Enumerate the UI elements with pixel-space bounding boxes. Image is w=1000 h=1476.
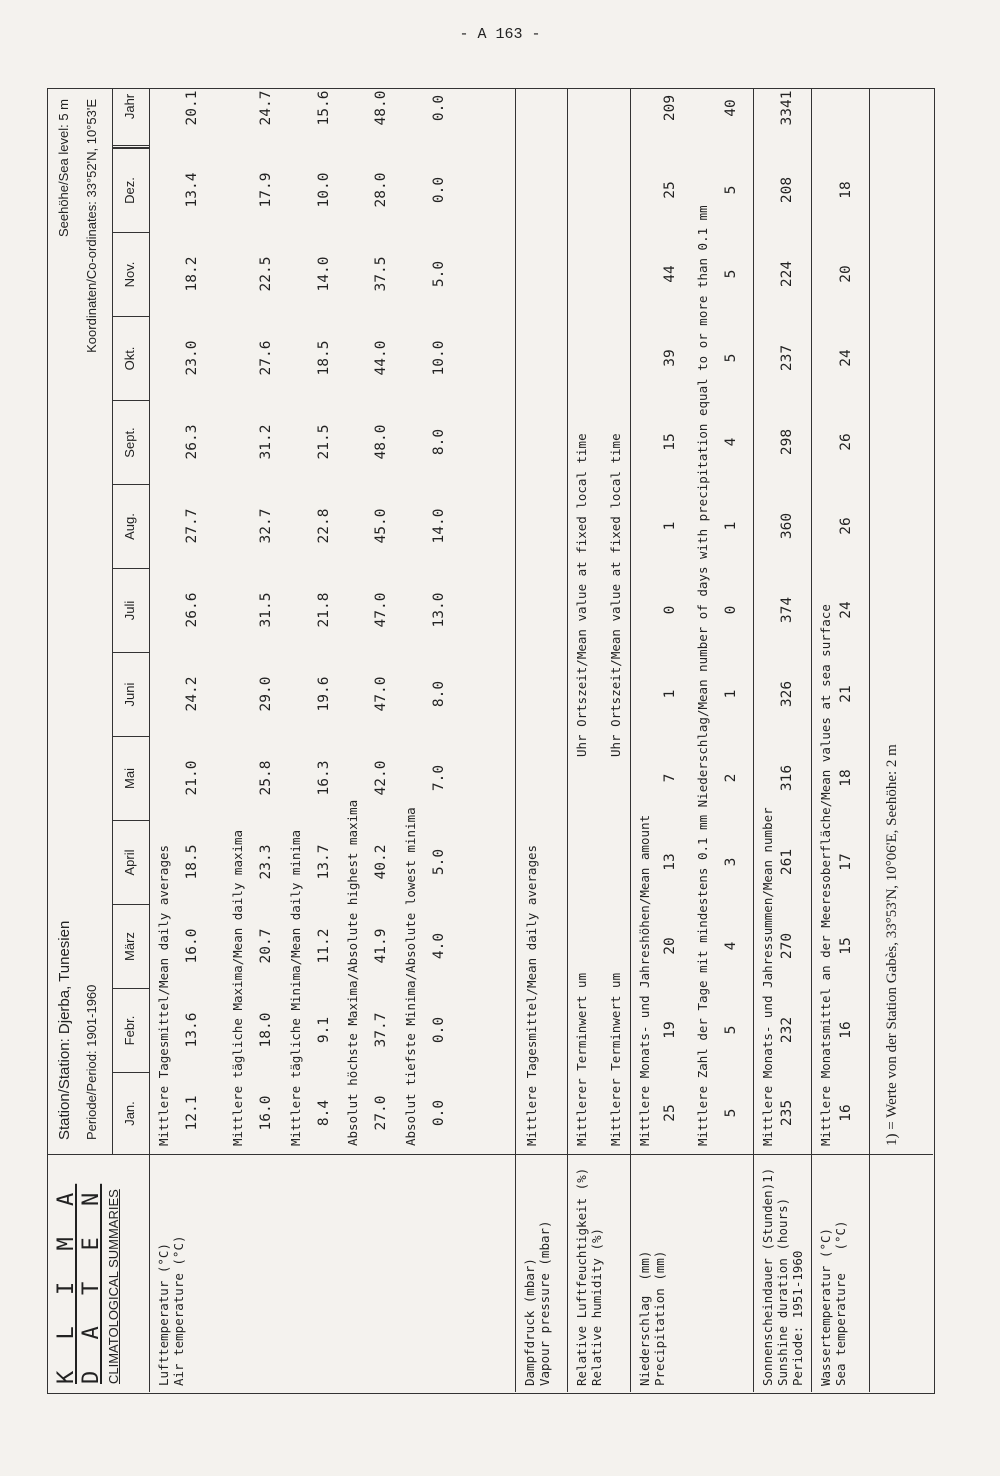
value-cell: 261 xyxy=(779,848,795,876)
value-cell: 31.2 xyxy=(258,424,274,460)
row-title: Uhr Ortszeit/Mean value at fixed local time xyxy=(574,433,589,757)
value-cell: 23.0 xyxy=(184,340,200,376)
value-cell: 5.0 xyxy=(431,848,447,876)
value-cell: 316 xyxy=(779,764,795,792)
value-cell: 31.5 xyxy=(258,592,274,628)
value-cell: 42.0 xyxy=(373,760,389,796)
value-cell: 24.7 xyxy=(258,90,274,126)
month-header: Sept. xyxy=(113,400,149,484)
precipitation-days-row xyxy=(723,89,739,1154)
value-cell: 32.7 xyxy=(258,508,274,544)
section-humidity xyxy=(568,89,631,1392)
value-cell: 4 xyxy=(723,437,739,447)
value-cell: 21.0 xyxy=(184,760,200,796)
month-header: Aug. xyxy=(113,484,149,568)
value-cell: 270 xyxy=(779,932,795,960)
row-title: Uhr Ortszeit/Mean value at fixed local time xyxy=(608,433,623,757)
section-label: Wassertemperatur (°C) Sea temperature (°C) xyxy=(818,1220,848,1386)
air-temp-row xyxy=(258,89,274,1154)
period-label: Periode/Period: 1901-1960 xyxy=(84,984,99,1140)
value-cell: 18.0 xyxy=(258,1012,274,1048)
value-cell: 20 xyxy=(662,937,678,955)
value-cell: 44 xyxy=(662,265,678,283)
value-cell: 0.0 xyxy=(431,1016,447,1044)
value-cell: 0.0 xyxy=(431,94,447,122)
value-cell: 1 xyxy=(662,689,678,699)
row-title: Mittlerer Terminwert um xyxy=(608,972,623,1146)
value-cell: 224 xyxy=(779,260,795,288)
coordinates-label: Koordinaten/Co-ordinates: 33°52'N, 10°53'E xyxy=(84,99,99,353)
value-cell: 13.0 xyxy=(431,592,447,628)
section-label: Relative Luftfeuchtigkeit (%) Relative humidity (%) xyxy=(574,1167,604,1386)
value-cell: 16 xyxy=(838,1021,854,1039)
value-cell: 13.4 xyxy=(184,172,200,208)
month-header: Jan. xyxy=(113,1072,149,1154)
value-cell: 8.0 xyxy=(431,680,447,708)
value-cell: 19 xyxy=(662,1021,678,1039)
air-temp-row xyxy=(373,89,389,1154)
value-cell: 25 xyxy=(662,1104,678,1122)
value-cell: 5 xyxy=(723,185,739,195)
value-cell: 298 xyxy=(779,428,795,456)
row-title: Absolut höchste Maxima/Absolute highest maxima xyxy=(345,799,360,1146)
month-header: März xyxy=(113,904,149,988)
sunshine-row xyxy=(779,89,795,1154)
value-cell: 16.0 xyxy=(184,928,200,964)
air-temp-row xyxy=(316,89,332,1154)
value-cell: 8.0 xyxy=(431,428,447,456)
value-cell: 28.0 xyxy=(373,172,389,208)
value-cell: 14.0 xyxy=(316,256,332,292)
value-cell: 27.6 xyxy=(258,340,274,376)
value-cell: 18.5 xyxy=(184,844,200,880)
value-cell: 13 xyxy=(662,853,678,871)
value-cell: 48.0 xyxy=(373,90,389,126)
value-cell: 27.0 xyxy=(373,1095,389,1131)
row-title: Mittlerer Terminwert um xyxy=(574,972,589,1146)
value-cell: 10.0 xyxy=(316,172,332,208)
value-cell: 23.3 xyxy=(258,844,274,880)
footnote: 1) = Werte von der Station Gabès, 33°53'N, 10°06'E, Seehöhe: 2 m xyxy=(884,744,900,1146)
value-cell: 0.0 xyxy=(431,176,447,204)
value-cell: 13.6 xyxy=(184,1012,200,1048)
value-cell: 18.2 xyxy=(184,256,200,292)
value-cell: 1 xyxy=(662,521,678,531)
value-cell: 18 xyxy=(838,181,854,199)
value-cell: 12.1 xyxy=(184,1095,200,1131)
section-label: Dampfdruck (mbar) Vapour pressure (mbar) xyxy=(522,1220,552,1386)
value-cell: 19.6 xyxy=(316,676,332,712)
value-cell: 237 xyxy=(779,344,795,372)
value-cell: 17 xyxy=(838,853,854,871)
sea-level-label: Seehöhe/Sea level: 5 m xyxy=(56,99,71,238)
value-cell: 21 xyxy=(838,685,854,703)
value-cell: 14.0 xyxy=(431,508,447,544)
value-cell: 16.3 xyxy=(316,760,332,796)
row-title: Mittlere tägliche Minima/Mean daily minima xyxy=(288,829,303,1146)
value-cell: 4.0 xyxy=(431,932,447,960)
value-cell: 40 xyxy=(723,99,739,117)
value-cell: 4 xyxy=(723,941,739,951)
value-cell: 26.3 xyxy=(184,424,200,460)
value-cell: 40.2 xyxy=(373,844,389,880)
value-cell: 20.1 xyxy=(184,90,200,126)
precipitation-amount-row xyxy=(662,89,678,1154)
page-number: - A 163 - xyxy=(459,26,541,43)
value-cell: 27.7 xyxy=(184,508,200,544)
value-cell: 0.0 xyxy=(431,1099,447,1127)
value-cell: 10.0 xyxy=(431,340,447,376)
value-cell: 5.0 xyxy=(431,260,447,288)
value-cell: 22.5 xyxy=(258,256,274,292)
air-temp-row xyxy=(431,89,447,1154)
air-temp-row xyxy=(184,89,200,1154)
value-cell: 39 xyxy=(662,349,678,367)
value-cell: 16 xyxy=(838,1104,854,1122)
value-cell: 8.4 xyxy=(316,1099,332,1127)
sea-temp-row xyxy=(838,89,854,1154)
value-cell: 17.9 xyxy=(258,172,274,208)
row-title: Mittlere Monats- und Jahressummen/Mean number xyxy=(760,807,775,1146)
month-header: Febr. xyxy=(113,988,149,1072)
month-header: Juni xyxy=(113,652,149,736)
value-cell: 44.0 xyxy=(373,340,389,376)
value-cell: 7.0 xyxy=(431,764,447,792)
row-title: Mittlere Tagesmittel/Mean daily averages xyxy=(156,844,171,1146)
title: K L I M A D A T E N xyxy=(54,1183,104,1384)
row-title: Mittlere Zahl der Tage mit mindestens 0.1 mm Niederschlag/Mean number of days with precipitation equal to or more than 0.1 mm xyxy=(695,205,710,1146)
section-label: Lufttemperatur (°C) Air temperature (°C) xyxy=(156,1235,186,1386)
header xyxy=(48,89,150,1154)
value-cell: 20.7 xyxy=(258,928,274,964)
month-header: Jahr xyxy=(113,68,149,148)
value-cell: 3 xyxy=(723,857,739,867)
value-cell: 26 xyxy=(838,517,854,535)
value-cell: 0 xyxy=(723,605,739,615)
month-header: Okt. xyxy=(113,316,149,400)
value-cell: 13.7 xyxy=(316,844,332,880)
month-header: Mai xyxy=(113,736,149,820)
value-cell: 37.7 xyxy=(373,1012,389,1048)
value-cell: 15.6 xyxy=(316,90,332,126)
value-cell: 9.1 xyxy=(316,1016,332,1044)
value-cell: 29.0 xyxy=(258,676,274,712)
value-cell: 22.8 xyxy=(316,508,332,544)
value-cell: 1 xyxy=(723,521,739,531)
value-cell: 209 xyxy=(662,94,678,122)
value-cell: 15 xyxy=(838,937,854,955)
value-cell: 21.8 xyxy=(316,592,332,628)
value-cell: 7 xyxy=(662,773,678,783)
value-cell: 208 xyxy=(779,176,795,204)
value-cell: 232 xyxy=(779,1016,795,1044)
value-cell: 45.0 xyxy=(373,508,389,544)
climate-table-frame xyxy=(47,88,935,1394)
value-cell: 18.5 xyxy=(316,340,332,376)
value-cell: 37.5 xyxy=(373,256,389,292)
value-cell: 47.0 xyxy=(373,676,389,712)
month-header-row xyxy=(112,89,150,1154)
value-cell: 41.9 xyxy=(373,928,389,964)
value-cell: 360 xyxy=(779,512,795,540)
value-cell: 5 xyxy=(723,1108,739,1118)
value-cell: 25.8 xyxy=(258,760,274,796)
section-vapour-pressure xyxy=(516,89,568,1392)
value-cell: 24 xyxy=(838,601,854,619)
value-cell: 24.2 xyxy=(184,676,200,712)
value-cell: 5 xyxy=(723,1025,739,1035)
value-cell: 25 xyxy=(662,181,678,199)
section-label: Sonnenscheindauer (Stunden)1) Sunshine duration (hours) Periode: 1951-1960 xyxy=(760,1167,805,1386)
value-cell: 20 xyxy=(838,265,854,283)
month-header: Dez. xyxy=(113,148,149,232)
subtitle: CLIMATOLOGICAL SUMMARIES xyxy=(106,1189,121,1384)
value-cell: 326 xyxy=(779,680,795,708)
value-cell: 15 xyxy=(662,433,678,451)
section-air-temperature xyxy=(150,89,516,1392)
value-cell: 21.5 xyxy=(316,424,332,460)
value-cell: 26.6 xyxy=(184,592,200,628)
value-cell xyxy=(838,68,854,148)
value-cell: 16.0 xyxy=(258,1095,274,1131)
value-cell: 5 xyxy=(723,269,739,279)
station-label: Station/Station: Djerba, Tunesien xyxy=(56,920,73,1140)
value-cell: 235 xyxy=(779,1099,795,1127)
value-cell: 26 xyxy=(838,433,854,451)
value-cell: 0 xyxy=(662,605,678,615)
value-cell: 374 xyxy=(779,596,795,624)
value-cell: 18 xyxy=(838,769,854,787)
value-cell: 5 xyxy=(723,353,739,363)
row-title: Mittlere Tagesmittel/Mean daily averages xyxy=(524,844,539,1146)
value-cell: 3341 xyxy=(779,90,795,126)
row-title: Absolut tiefste Minima/Absolute lowest minima xyxy=(403,807,418,1146)
month-header: Nov. xyxy=(113,232,149,316)
month-header: Juli xyxy=(113,568,149,652)
month-header: April xyxy=(113,820,149,904)
value-cell: 48.0 xyxy=(373,424,389,460)
value-cell: 1 xyxy=(723,689,739,699)
value-cell: 24 xyxy=(838,349,854,367)
row-title: Mittlere Monatsmittel an der Meeresoberfläche/Mean values at sea surface xyxy=(818,604,833,1146)
row-title: Mittlere Monats- und Jahreshöhen/Mean amount xyxy=(637,814,652,1146)
rotated-table xyxy=(48,89,933,1392)
value-cell: 47.0 xyxy=(373,592,389,628)
section-label: Niederschlag (mm) Precipitation (mm) xyxy=(637,1250,667,1386)
value-cell: 2 xyxy=(723,773,739,783)
row-title: Mittlere tägliche Maxima/Mean daily maxima xyxy=(230,829,245,1146)
value-cell: 11.2 xyxy=(316,928,332,964)
